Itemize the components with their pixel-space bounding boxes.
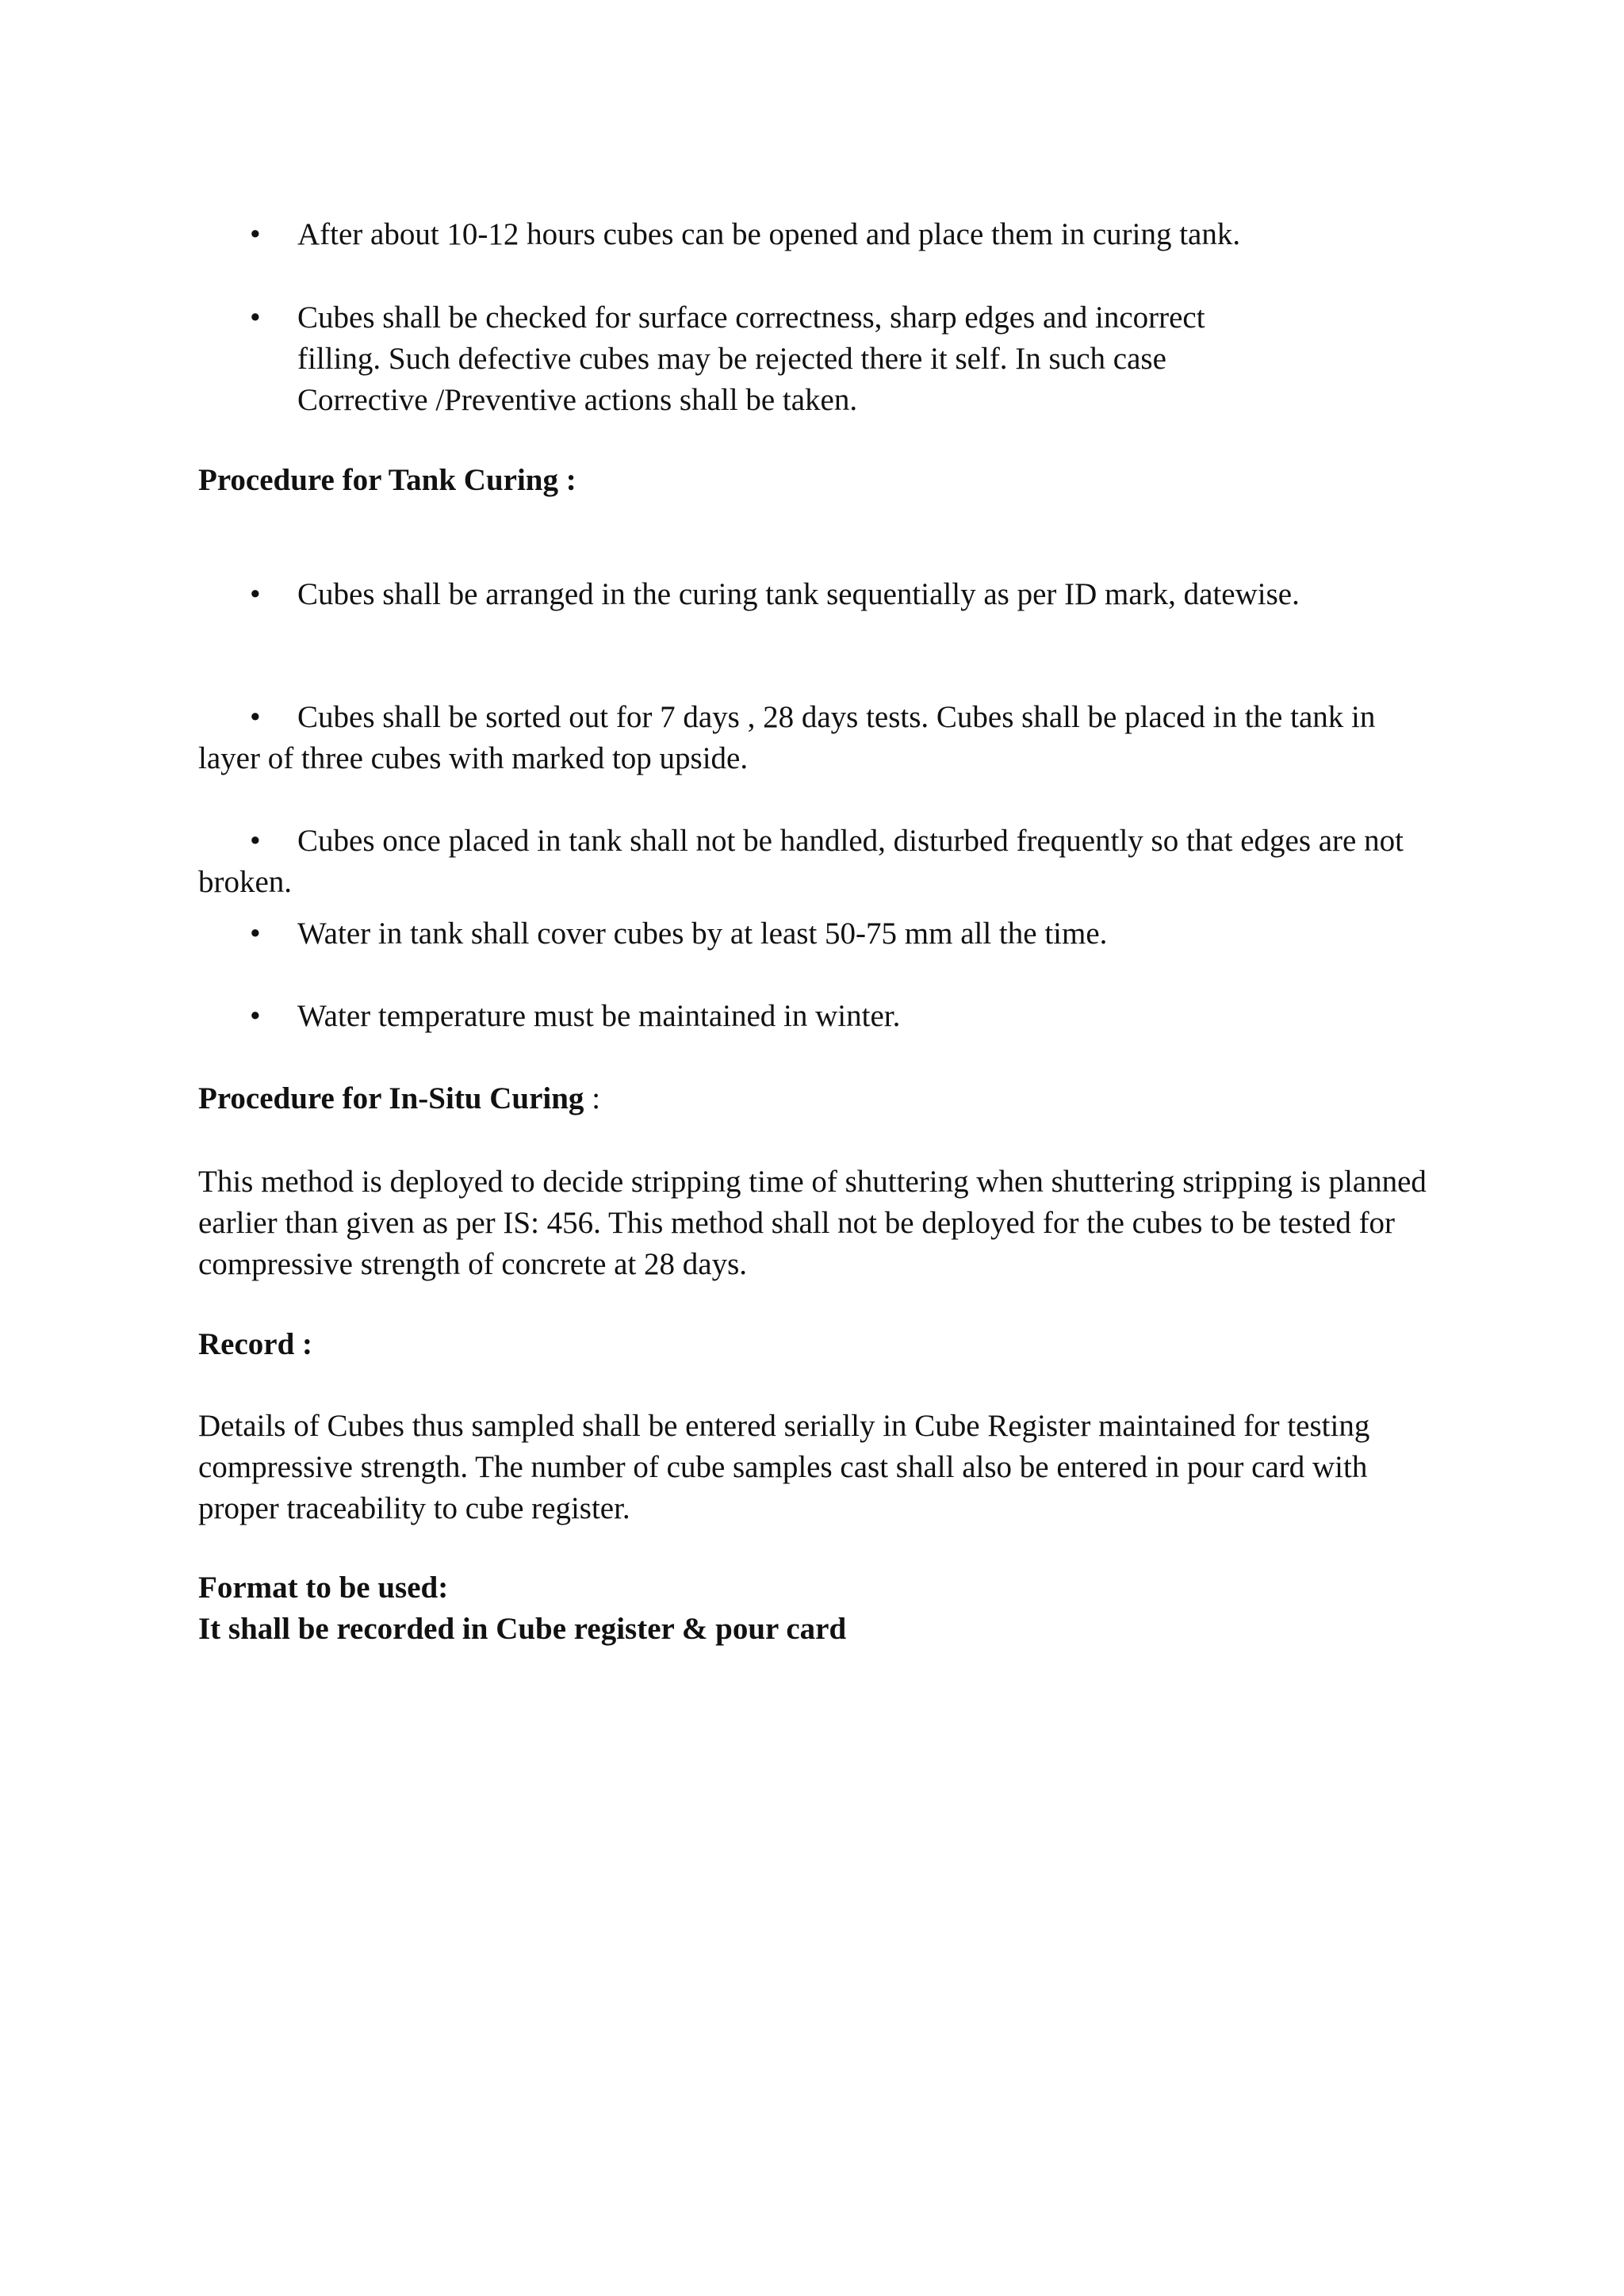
tank-curing-bullet-1-text: Cubes shall be arranged in the curing tank sequentially as per ID mark, datewise. bbox=[297, 577, 1300, 611]
bullet-marker: • bbox=[250, 217, 261, 251]
in-situ-curing-heading-suffix: : bbox=[584, 1081, 601, 1115]
tank-curing-bullet-3 bbox=[198, 821, 1435, 903]
in-situ-curing-heading bbox=[198, 1078, 1435, 1119]
bullet-marker: • bbox=[250, 300, 261, 335]
intro-bullet-2-line-1: Cubes shall be checked for surface correctness, sharp edges and incorrect bbox=[297, 300, 1205, 335]
intro-bullet-1-text: After about 10-12 hours cubes can be opened and place them in curing tank. bbox=[297, 217, 1241, 251]
bullet-marker: • bbox=[250, 824, 261, 858]
in-situ-curing-paragraph: This method is deployed to decide stripping time of shuttering when shuttering stripping is planned earlier than given as per IS: 456. This method shall not be deployed for the cubes to be tested for compressive strength of concrete at 28 days. bbox=[198, 1165, 1427, 1281]
tank-curing-bullet-4-text: Water in tank shall cover cubes by at least 50-75 mm all the time. bbox=[297, 916, 1108, 951]
record-heading: Record : bbox=[198, 1327, 313, 1361]
bullet-marker: • bbox=[250, 700, 261, 734]
intro-bullet-2-line-2: filling. Such defective cubes may be rejected there it self. In such case bbox=[297, 342, 1166, 376]
tank-curing-heading: Procedure for Tank Curing : bbox=[198, 463, 576, 497]
tank-curing-bullet-1 bbox=[198, 574, 1435, 615]
format-heading: Format to be used: bbox=[198, 1571, 449, 1605]
bullet-marker: • bbox=[250, 999, 261, 1033]
intro-bullet-2-text bbox=[297, 297, 1447, 421]
bullet-marker: • bbox=[250, 577, 261, 611]
tank-curing-bullet-2-text: Cubes shall be sorted out for 7 days , 28 days tests. Cubes shall be placed in the tank in layer of three cubes with marked top upside. bbox=[198, 700, 1376, 775]
tank-curing-bullet-2 bbox=[198, 697, 1435, 779]
tank-curing-bullet-5-text: Water temperature must be maintained in winter. bbox=[297, 999, 901, 1033]
bullet-marker: • bbox=[250, 916, 261, 951]
tank-curing-bullet-3-text: Cubes once placed in tank shall not be handled, disturbed frequently so that edges are not broken. bbox=[198, 824, 1404, 899]
in-situ-curing-heading-bold: Procedure for In-Situ Curing bbox=[198, 1081, 584, 1115]
record-paragraph: Details of Cubes thus sampled shall be entered serially in Cube Register maintained for testing compressive strength. The number of cube samples cast shall also be entered in pour card with proper traceability to cube register. bbox=[198, 1409, 1370, 1525]
format-line: It shall be recorded in Cube register & pour card bbox=[198, 1612, 847, 1646]
intro-bullet-2-line-3: Corrective /Preventive actions shall be taken. bbox=[297, 383, 858, 417]
